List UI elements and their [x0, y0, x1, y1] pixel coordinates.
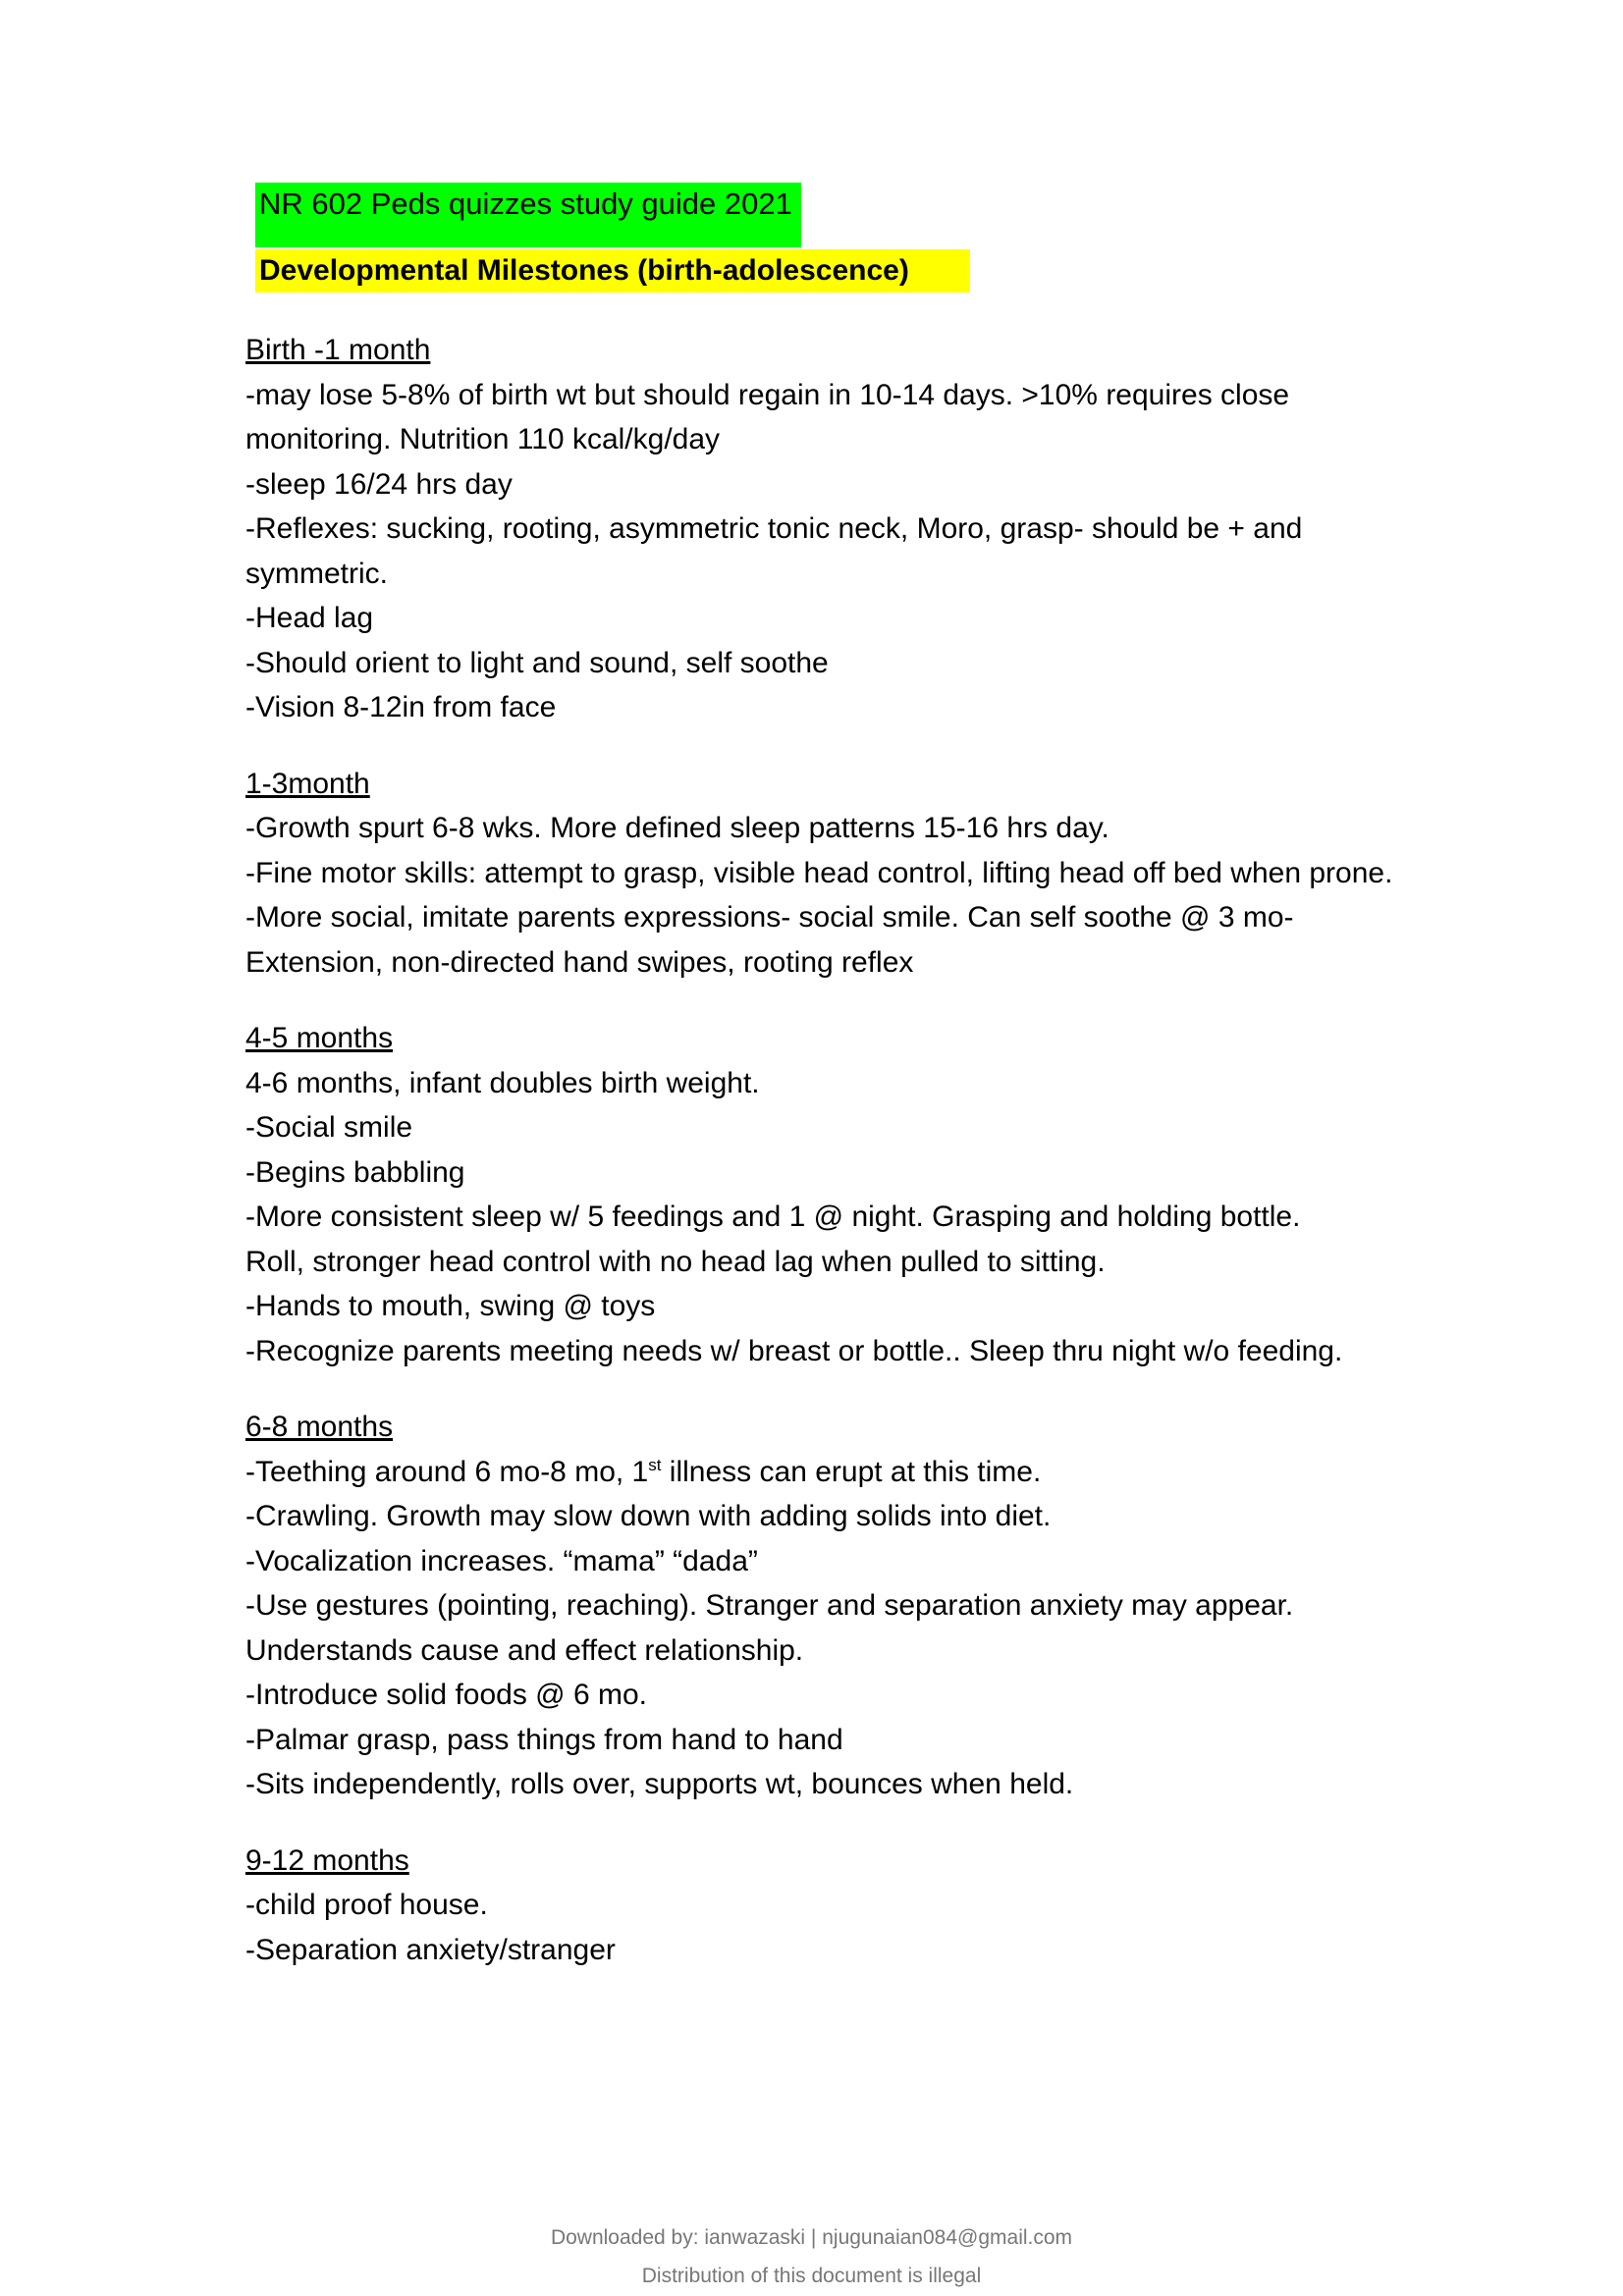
teething-text: -Teething around 6 mo-8 mo, 1 — [245, 1455, 649, 1488]
list-item: monitoring. Nutrition 110 kcal/kg/day — [245, 423, 721, 455]
list-item: -More social, imitate parents expressions- social smile. Can self soothe @ 3 mo- — [245, 901, 1294, 934]
list-item: -Separation anxiety/stranger — [245, 1933, 616, 1966]
list-item: -Recognize parents meeting needs w/ breast or bottle.. Sleep thru night w/o feeding. — [245, 1334, 1343, 1367]
list-item: -Vocalization increases. “mama” “dada” — [245, 1544, 758, 1577]
list-item: -Sits independently, rolls over, supports wt, bounces when held. — [245, 1768, 1074, 1800]
footer-downloaded-by: Downloaded by: ianwazaski | njugunaian084@gmail.com — [550, 2226, 1073, 2249]
document-subtitle: Developmental Milestones (birth-adolescence) — [255, 249, 970, 293]
section-heading: 9-12 months — [245, 1843, 409, 1877]
list-item: 4-6 months, infant doubles birth weight. — [245, 1066, 760, 1099]
teething-text-end: illness can erupt at this time. — [661, 1455, 1042, 1488]
list-item: -Reflexes: sucking, rooting, asymmetric tonic neck, Moro, grasp- should be + and — [245, 512, 1303, 545]
list-item: -sleep 16/24 hrs day — [245, 467, 513, 501]
list-item: -Introduce solid foods @ 6 mo. — [245, 1679, 647, 1711]
list-item: -Growth spurt 6-8 wks. More defined sleep patterns 15-16 hrs day. — [245, 812, 1109, 844]
footer-distribution-notice: Distribution of this document is illegal — [641, 2265, 982, 2287]
list-item: -Social smile — [245, 1111, 413, 1144]
document-body — [245, 328, 1473, 2003]
section-heading: 4-5 months — [245, 1022, 394, 1054]
document-title: NR 602 Peds quizzes study guide 2021 — [255, 183, 801, 247]
list-item-teething — [245, 1450, 1473, 1495]
section-9-12-months — [245, 1839, 1473, 1973]
list-item: -Crawling. Growth may slow down with adding solids into diet. — [245, 1500, 1052, 1532]
list-item: Understands cause and effect relationship. — [245, 1633, 804, 1667]
section-4-5-months — [245, 1016, 1473, 1373]
list-item: -Use gestures (pointing, reaching). Stranger and separation anxiety may appear. — [245, 1589, 1294, 1622]
section-birth-1-month — [245, 328, 1473, 730]
list-item: -Begins babbling — [245, 1155, 465, 1189]
list-item: -Fine motor skills: attempt to grasp, visible head control, lifting head off bed when prone. — [245, 856, 1393, 889]
section-1-3-month — [245, 762, 1473, 986]
list-item: -may lose 5-8% of birth wt but should regain in 10-14 days. >10% requires close — [245, 378, 1290, 411]
section-6-8-months — [245, 1405, 1473, 1807]
list-item: Roll, stronger head control with no head lag when pulled to sitting. — [245, 1245, 1106, 1278]
list-item: -Head lag — [245, 602, 374, 634]
list-item: -Vision 8-12in from face — [245, 691, 557, 723]
section-heading: 1-3month — [245, 767, 370, 800]
section-heading: Birth -1 month — [245, 334, 431, 366]
ordinal-suffix: st — [648, 1455, 662, 1474]
list-item: -child proof house. — [245, 1889, 488, 1921]
section-heading: 6-8 months — [245, 1411, 394, 1443]
list-item: -Should orient to light and sound, self soothe — [245, 646, 829, 679]
list-item: Extension, non-directed hand swipes, rooting reflex — [245, 945, 914, 979]
list-item: -Hands to mouth, swing @ toys — [245, 1290, 656, 1322]
list-item: -Palmar grasp, pass things from hand to hand — [245, 1723, 843, 1756]
list-item: symmetric. — [245, 557, 388, 590]
list-item: -More consistent sleep w/ 5 feedings and 1 @ night. Grasping and holding bottle. — [245, 1201, 1301, 1233]
